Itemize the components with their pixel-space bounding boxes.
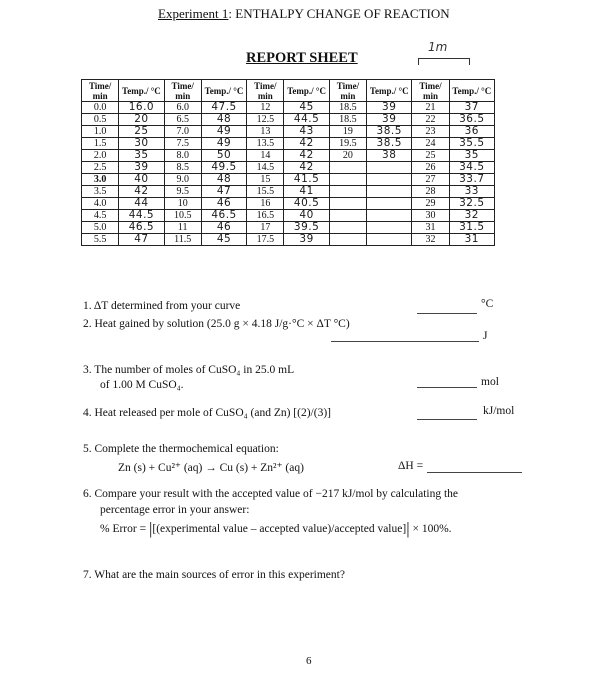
temperature-cell[interactable]: 44.5 bbox=[284, 114, 329, 126]
time-cell bbox=[329, 210, 366, 222]
unit-q4: kJ/mol bbox=[483, 405, 515, 417]
unit-q3: mol bbox=[481, 376, 499, 388]
percent-error-formula: % Error = |[(experimental value – accepted value)/accepted value]| × 100%. bbox=[100, 519, 452, 538]
temperature-cell[interactable] bbox=[367, 162, 412, 174]
temperature-cell[interactable] bbox=[367, 174, 412, 186]
time-cell: 32 bbox=[412, 234, 449, 246]
time-cell: 7.5 bbox=[164, 138, 201, 150]
question-7: 7. What are the main sources of error in this experiment? bbox=[83, 569, 345, 581]
temperature-time-table bbox=[81, 79, 495, 246]
time-cell bbox=[329, 186, 366, 198]
temperature-cell[interactable]: 47.5 bbox=[201, 102, 246, 114]
temperature-cell[interactable]: 20 bbox=[119, 114, 164, 126]
time-cell: 0.0 bbox=[82, 102, 119, 114]
handwritten-note: 1m bbox=[428, 40, 448, 54]
answer-line-1[interactable] bbox=[417, 313, 477, 314]
table-row bbox=[82, 234, 495, 246]
column-header: Temp./ °C bbox=[119, 80, 164, 102]
temperature-cell[interactable]: 31.5 bbox=[449, 222, 494, 234]
time-cell: 7.0 bbox=[164, 126, 201, 138]
temperature-cell[interactable]: 42 bbox=[119, 186, 164, 198]
formula-prefix: % Error = bbox=[100, 523, 149, 535]
temperature-cell[interactable]: 40 bbox=[119, 174, 164, 186]
column-header: Time/ min bbox=[82, 80, 119, 102]
time-cell: 1.0 bbox=[82, 126, 119, 138]
time-cell bbox=[329, 174, 366, 186]
table-body bbox=[82, 102, 495, 246]
formula-body: [(experimental value – accepted value)/accepted value] bbox=[152, 523, 407, 535]
temperature-cell[interactable]: 31 bbox=[449, 234, 494, 246]
time-cell: 10.5 bbox=[164, 210, 201, 222]
temperature-cell[interactable]: 45 bbox=[201, 234, 246, 246]
column-header: Time/ min bbox=[412, 80, 449, 102]
temperature-cell[interactable]: 46 bbox=[201, 222, 246, 234]
temperature-cell[interactable] bbox=[367, 186, 412, 198]
temperature-cell[interactable]: 39 bbox=[284, 234, 329, 246]
time-cell: 9.0 bbox=[164, 174, 201, 186]
table-row bbox=[82, 126, 495, 138]
temperature-cell[interactable]: 41.5 bbox=[284, 174, 329, 186]
time-cell bbox=[329, 198, 366, 210]
table-row bbox=[82, 150, 495, 162]
time-cell: 12.5 bbox=[247, 114, 284, 126]
unit-q1: °C bbox=[481, 298, 494, 310]
experiment-title bbox=[158, 6, 450, 22]
temperature-cell[interactable]: 49 bbox=[201, 138, 246, 150]
unit-q2: J bbox=[483, 330, 488, 342]
time-cell: 29 bbox=[412, 198, 449, 210]
time-cell: 11 bbox=[164, 222, 201, 234]
answer-line-3[interactable] bbox=[417, 387, 477, 388]
temperature-cell[interactable]: 35 bbox=[449, 150, 494, 162]
time-cell: 24 bbox=[412, 138, 449, 150]
temperature-cell[interactable]: 25 bbox=[119, 126, 164, 138]
temperature-cell[interactable]: 46 bbox=[201, 198, 246, 210]
temperature-cell[interactable]: 40 bbox=[284, 210, 329, 222]
table-row bbox=[82, 210, 495, 222]
delta-h-label: ΔH = bbox=[398, 460, 424, 472]
temperature-cell[interactable]: 42 bbox=[284, 150, 329, 162]
time-cell: 9.5 bbox=[164, 186, 201, 198]
column-header: Temp./ °C bbox=[367, 80, 412, 102]
thermochemical-equation: Zn (s) + Cu²⁺ (aq) → Cu (s) + Zn²⁺ (aq) bbox=[118, 462, 304, 474]
question-6-line-1: 6. Compare your result with the accepted value of −217 kJ/mol by calculating the bbox=[83, 488, 459, 500]
temperature-cell[interactable]: 38 bbox=[367, 150, 412, 162]
time-cell: 17 bbox=[247, 222, 284, 234]
table-row bbox=[82, 162, 495, 174]
temperature-cell[interactable]: 37 bbox=[449, 102, 494, 114]
time-cell: 5.0 bbox=[82, 222, 119, 234]
time-cell: 3.0 bbox=[82, 174, 119, 186]
temperature-cell[interactable]: 16.0 bbox=[119, 102, 164, 114]
time-cell: 20 bbox=[329, 150, 366, 162]
temperature-cell[interactable]: 32.5 bbox=[449, 198, 494, 210]
time-cell: 13.5 bbox=[247, 138, 284, 150]
time-cell: 26 bbox=[412, 162, 449, 174]
column-header: Temp./ °C bbox=[449, 80, 494, 102]
temperature-cell[interactable]: 39 bbox=[367, 102, 412, 114]
column-header: Time/ min bbox=[164, 80, 201, 102]
temperature-cell[interactable]: 38.5 bbox=[367, 126, 412, 138]
temperature-cell[interactable]: 40.5 bbox=[284, 198, 329, 210]
time-cell: 16 bbox=[247, 198, 284, 210]
time-cell: 2.0 bbox=[82, 150, 119, 162]
time-cell: 19 bbox=[329, 126, 366, 138]
time-cell: 13 bbox=[247, 126, 284, 138]
time-cell: 1.5 bbox=[82, 138, 119, 150]
question-4: 4. Heat released per mole of CuSO₄ (and Zn) [(2)/(3)] bbox=[83, 407, 331, 419]
column-header: Time/ min bbox=[329, 80, 366, 102]
time-cell: 15 bbox=[247, 174, 284, 186]
temperature-cell[interactable]: 43 bbox=[284, 126, 329, 138]
time-cell: 23 bbox=[412, 126, 449, 138]
table-row bbox=[82, 114, 495, 126]
time-cell: 3.5 bbox=[82, 186, 119, 198]
temperature-cell[interactable]: 45 bbox=[284, 102, 329, 114]
time-cell: 18.5 bbox=[329, 102, 366, 114]
time-cell: 27 bbox=[412, 174, 449, 186]
temperature-cell[interactable]: 36.5 bbox=[449, 114, 494, 126]
time-cell: 2.5 bbox=[82, 162, 119, 174]
temperature-cell[interactable]: 36 bbox=[449, 126, 494, 138]
temperature-cell[interactable]: 34.5 bbox=[449, 162, 494, 174]
table-row bbox=[82, 198, 495, 210]
time-cell bbox=[329, 234, 366, 246]
time-cell: 6.0 bbox=[164, 102, 201, 114]
time-cell: 8.0 bbox=[164, 150, 201, 162]
time-cell: 4.5 bbox=[82, 210, 119, 222]
time-cell: 17.5 bbox=[247, 234, 284, 246]
experiment-label: Experiment 1 bbox=[158, 6, 229, 21]
temperature-cell[interactable]: 49 bbox=[201, 126, 246, 138]
temperature-cell[interactable]: 32 bbox=[449, 210, 494, 222]
temperature-cell[interactable]: 50 bbox=[201, 150, 246, 162]
temperature-cell[interactable]: 35 bbox=[119, 150, 164, 162]
time-cell: 6.5 bbox=[164, 114, 201, 126]
time-cell: 16.5 bbox=[247, 210, 284, 222]
column-header: Temp./ °C bbox=[201, 80, 246, 102]
temperature-cell[interactable]: 48 bbox=[201, 114, 246, 126]
time-cell: 5.5 bbox=[82, 234, 119, 246]
temperature-cell[interactable]: 48 bbox=[201, 174, 246, 186]
temperature-cell[interactable]: 42 bbox=[284, 162, 329, 174]
answer-line-2[interactable] bbox=[331, 341, 479, 342]
question-3-line-2: of 1.00 M CuSO₄. bbox=[100, 379, 184, 391]
time-cell: 28 bbox=[412, 186, 449, 198]
temperature-cell[interactable]: 42 bbox=[284, 138, 329, 150]
column-header: Temp./ °C bbox=[284, 80, 329, 102]
handwritten-bracket bbox=[418, 58, 470, 65]
answer-line-4[interactable] bbox=[417, 419, 477, 420]
question-2: 2. Heat gained by solution (25.0 g × 4.18 J/g·°C × ΔT °C) bbox=[83, 318, 350, 330]
question-1: 1. ΔT determined from your curve bbox=[83, 300, 241, 312]
time-cell: 8.5 bbox=[164, 162, 201, 174]
temperature-cell[interactable]: 44.5 bbox=[119, 210, 164, 222]
temperature-cell[interactable]: 39 bbox=[119, 162, 164, 174]
time-cell: 4.0 bbox=[82, 198, 119, 210]
temperature-cell[interactable]: 41 bbox=[284, 186, 329, 198]
time-cell: 31 bbox=[412, 222, 449, 234]
report-sheet-title: REPORT SHEET bbox=[246, 50, 358, 66]
time-cell: 14 bbox=[247, 150, 284, 162]
temperature-cell[interactable]: 39 bbox=[367, 114, 412, 126]
table-row bbox=[82, 174, 495, 186]
temperature-cell[interactable]: 46.5 bbox=[119, 222, 164, 234]
time-cell: 15.5 bbox=[247, 186, 284, 198]
temperature-cell[interactable]: 44 bbox=[119, 198, 164, 210]
table-row bbox=[82, 186, 495, 198]
temperature-cell[interactable] bbox=[367, 234, 412, 246]
formula-suffix: × 100%. bbox=[409, 523, 452, 535]
temperature-cell[interactable]: 33.7 bbox=[449, 174, 494, 186]
experiment-title-rest: : ENTHALPY CHANGE OF REACTION bbox=[228, 6, 450, 21]
question-6-line-2: percentage error in your answer: bbox=[100, 504, 250, 516]
answer-line-5[interactable] bbox=[427, 472, 522, 473]
temperature-cell[interactable]: 47 bbox=[201, 186, 246, 198]
temperature-cell[interactable]: 30 bbox=[119, 138, 164, 150]
temperature-cell[interactable]: 38.5 bbox=[367, 138, 412, 150]
table-row bbox=[82, 102, 495, 114]
time-cell: 19.5 bbox=[329, 138, 366, 150]
time-cell: 14.5 bbox=[247, 162, 284, 174]
page-number: 6 bbox=[306, 655, 312, 667]
question-3-line-1: 3. The number of moles of CuSO₄ in 25.0 mL bbox=[83, 364, 295, 376]
time-cell: 0.5 bbox=[82, 114, 119, 126]
temperature-cell[interactable] bbox=[367, 222, 412, 234]
table-header-row bbox=[82, 80, 495, 102]
temperature-cell[interactable]: 47 bbox=[119, 234, 164, 246]
time-cell: 22 bbox=[412, 114, 449, 126]
column-header: Time/ min bbox=[247, 80, 284, 102]
time-cell: 18.5 bbox=[329, 114, 366, 126]
temperature-cell[interactable]: 33 bbox=[449, 186, 494, 198]
time-cell: 30 bbox=[412, 210, 449, 222]
temperature-cell[interactable]: 35.5 bbox=[449, 138, 494, 150]
time-cell: 12 bbox=[247, 102, 284, 114]
temperature-cell[interactable]: 46.5 bbox=[201, 210, 246, 222]
table-row bbox=[82, 138, 495, 150]
time-cell: 11.5 bbox=[164, 234, 201, 246]
temperature-cell[interactable]: 49.5 bbox=[201, 162, 246, 174]
time-cell: 25 bbox=[412, 150, 449, 162]
temperature-cell[interactable] bbox=[367, 210, 412, 222]
time-cell: 21 bbox=[412, 102, 449, 114]
time-cell: 10 bbox=[164, 198, 201, 210]
temperature-cell[interactable]: 39.5 bbox=[284, 222, 329, 234]
temperature-cell[interactable] bbox=[367, 198, 412, 210]
time-cell bbox=[329, 162, 366, 174]
question-5-line-1: 5. Complete the thermochemical equation: bbox=[83, 443, 279, 455]
table-row bbox=[82, 222, 495, 234]
time-cell bbox=[329, 222, 366, 234]
